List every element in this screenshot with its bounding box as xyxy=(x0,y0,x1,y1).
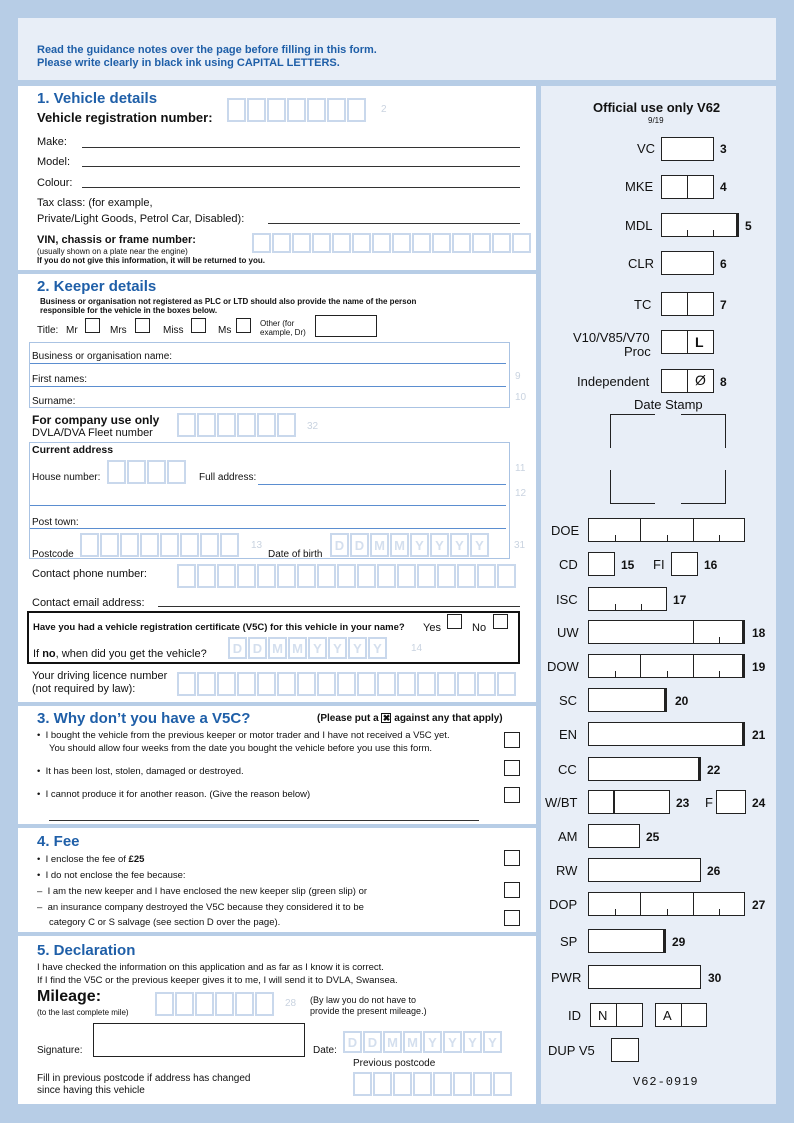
proc-box xyxy=(661,330,714,354)
ms-label: Ms xyxy=(218,325,232,336)
previous-postcode-input[interactable] xyxy=(353,1072,513,1096)
date-label: Date: xyxy=(313,1045,337,1056)
dop-number: 27 xyxy=(752,898,766,912)
mdl-label: MDL xyxy=(625,218,653,233)
vc-label: VC xyxy=(637,141,656,156)
cd-box xyxy=(588,552,615,576)
date-stamp-corner-tl xyxy=(610,414,655,448)
declaration-text-2: If I find the V5C or the previous keeper gives it to me, I will send it to DVLA, Swansea. xyxy=(37,975,398,986)
pwr-number: 30 xyxy=(708,971,722,985)
previous-postcode-label: Previous postcode xyxy=(353,1058,436,1069)
licence-input[interactable] xyxy=(177,672,517,696)
uw-number: 18 xyxy=(752,626,766,640)
no-label: No xyxy=(472,622,487,634)
full-address-input-2[interactable] xyxy=(30,505,506,506)
dup-box xyxy=(611,1038,639,1062)
v5c-yes-checkbox[interactable] xyxy=(447,614,462,629)
previous-postcode-note-1: Fill in previous postcode if address has changed xyxy=(37,1073,251,1084)
declaration-text-1: I have checked the information on this application and as far as I know it is correct. xyxy=(37,962,384,973)
licence-label-1: Your driving licence number xyxy=(32,670,168,682)
independent-number: 8 xyxy=(720,375,727,389)
date-stamp-corner-bl xyxy=(610,470,655,504)
dop-box xyxy=(588,892,745,916)
sc-number: 20 xyxy=(675,694,689,708)
insurance-text: – an insurance company destroyed the V5C because they considered it to be xyxy=(37,902,364,913)
first-names-label: First names: xyxy=(32,374,88,385)
model-input[interactable] xyxy=(82,166,520,167)
tc-label: TC xyxy=(634,297,652,312)
field-number-10: 10 xyxy=(515,392,527,403)
id-n-box xyxy=(590,1003,643,1027)
header-line-2: Please write clearly in black ink using CAPITAL LETTERS. xyxy=(37,57,340,69)
id-n-mark: N xyxy=(598,1008,608,1023)
field-number-9: 9 xyxy=(515,371,521,382)
post-town-label: Post town: xyxy=(32,517,79,528)
vc-number: 3 xyxy=(720,142,727,156)
section-4-title: 4. Fee xyxy=(37,833,80,850)
section-2-title: 2. Keeper details xyxy=(37,278,157,295)
cc-label: CC xyxy=(558,762,577,777)
dob-label: Date of birth xyxy=(268,549,323,560)
am-number: 25 xyxy=(646,830,660,844)
mke-box xyxy=(661,175,714,199)
model-label: Model: xyxy=(37,156,71,168)
section-5-title: 5. Declaration xyxy=(37,942,136,959)
fleet-number-label: DVLA/DVA Fleet number xyxy=(32,427,153,439)
licence-label-2: (not required by law): xyxy=(32,683,136,695)
post-town-input[interactable] xyxy=(30,528,506,529)
am-label: AM xyxy=(558,829,578,844)
vin-input[interactable] xyxy=(252,233,532,253)
new-keeper-text: – I am the new keeper and I have enclosed the new keeper slip (green slip) or xyxy=(37,886,368,897)
signature-label: Signature: xyxy=(37,1045,83,1056)
en-label: EN xyxy=(559,727,578,742)
rw-number: 26 xyxy=(707,864,721,878)
am-box xyxy=(588,824,640,848)
en-box xyxy=(588,722,745,746)
doe-label: DOE xyxy=(551,523,580,538)
reason-1-checkbox[interactable] xyxy=(504,732,520,748)
other-title-label-2: example, Dr) xyxy=(260,328,306,337)
wbt-label: W/BT xyxy=(545,795,578,810)
fleet-number-input[interactable] xyxy=(177,413,297,437)
sp-label: SP xyxy=(560,934,578,949)
fi-box xyxy=(671,552,698,576)
sc-box xyxy=(588,688,667,712)
field-number-32: 32 xyxy=(307,421,319,432)
mdl-number: 5 xyxy=(745,219,752,233)
full-address-label: Full address: xyxy=(199,472,257,483)
reason-2-checkbox[interactable] xyxy=(504,760,520,776)
other-title-label-1: Other (for xyxy=(260,319,295,328)
reason-3-text: • I cannot produce it for another reason. (Give the reason below) xyxy=(37,789,311,800)
date-acquired-input[interactable]: D D M M Y Y Y Y xyxy=(228,637,388,659)
miss-label: Miss xyxy=(163,325,184,336)
v5c-question: Have you had a vehicle registration certificate (V5C) for this vehicle in your name? xyxy=(33,622,405,633)
make-input[interactable] xyxy=(82,147,520,148)
vin-note: (usually shown on a plate near the engine) xyxy=(37,247,188,256)
field-number-13: 13 xyxy=(251,540,263,551)
mrs-label: Mrs xyxy=(110,325,127,336)
colour-label: Colour: xyxy=(37,177,73,189)
dow-label: DOW xyxy=(547,659,579,674)
official-use-title: Official use only V62 xyxy=(593,100,721,115)
phone-label: Contact phone number: xyxy=(32,568,147,580)
dow-number: 19 xyxy=(752,660,766,674)
dop-label: DOP xyxy=(549,897,578,912)
previous-postcode-note-2: since having this vehicle xyxy=(37,1085,145,1096)
clr-box xyxy=(661,251,714,275)
clr-label: CLR xyxy=(628,256,655,271)
mrs-checkbox[interactable] xyxy=(135,318,150,333)
pwr-box xyxy=(588,965,701,989)
miss-checkbox[interactable] xyxy=(191,318,206,333)
rw-box xyxy=(588,858,701,882)
dup-label: DUP V5 xyxy=(548,1043,595,1058)
date-stamp-corner-br xyxy=(681,470,726,504)
cc-box xyxy=(588,757,701,781)
v5c-no-checkbox[interactable] xyxy=(493,614,508,629)
title-label: Title: xyxy=(37,325,59,336)
declaration-date-input[interactable]: D D M M Y Y Y Y xyxy=(343,1031,503,1053)
tax-class-label-1: Tax class: (for example, xyxy=(37,197,153,209)
isc-label: ISC xyxy=(556,592,578,607)
reason-2-text: • It has been lost, stolen, damaged or destroyed. xyxy=(37,766,244,777)
tax-class-label-2: Private/Light Goods, Petrol Car, Disabled): xyxy=(37,213,245,225)
header-line-1: Read the guidance notes over the page before filling in this form. xyxy=(37,44,377,56)
cd-label: CD xyxy=(559,557,578,572)
tc-box xyxy=(661,292,714,316)
f-number: 24 xyxy=(752,796,766,810)
pwr-label: PWR xyxy=(551,970,582,985)
field-number-14: 14 xyxy=(411,643,423,654)
en-number: 21 xyxy=(752,728,766,742)
uw-box xyxy=(588,620,745,644)
vc-box xyxy=(661,137,714,161)
field-number-28: 28 xyxy=(285,998,297,1009)
field-number-2: 2 xyxy=(381,104,387,115)
reason-1-text: • I bought the vehicle from the previous keeper or motor trader and I have not received a V5C yet. xyxy=(37,730,450,741)
isc-number: 17 xyxy=(673,593,687,607)
mke-number: 4 xyxy=(720,180,727,194)
cc-number: 22 xyxy=(707,763,721,777)
keeper-note-1: Business or organisation not registered as PLC or LTD should also provide the name of the person xyxy=(40,297,417,306)
new-keeper-checkbox[interactable] xyxy=(504,882,520,898)
isc-box xyxy=(588,587,667,611)
clr-number: 6 xyxy=(720,257,727,271)
email-input[interactable] xyxy=(158,606,520,607)
mileage-label: Mileage: xyxy=(37,988,102,1005)
proc-label-2: Proc xyxy=(624,344,651,359)
fee-not-enclosed-text: • I do not enclose the fee because: xyxy=(37,870,186,881)
official-version: 9/19 xyxy=(648,116,664,125)
uw-label: UW xyxy=(557,625,579,640)
date-stamp-corner-tr xyxy=(681,414,726,448)
registration-label: Vehicle registration number: xyxy=(37,110,213,125)
tc-number: 7 xyxy=(720,298,727,312)
salvage-text: category C or S salvage (see section D over the page). xyxy=(49,917,281,928)
zero-mark: Ø xyxy=(695,372,706,388)
vin-warning: If you do not give this information, it will be returned to you. xyxy=(37,256,265,265)
reason-3-checkbox[interactable] xyxy=(504,787,520,803)
wbt-box xyxy=(588,790,670,814)
fi-label: FI xyxy=(653,557,665,572)
f-label: F xyxy=(705,795,713,810)
house-number-input[interactable] xyxy=(107,460,187,484)
section-3-title: 3. Why don’t you have a V5C? xyxy=(37,710,251,727)
sp-number: 29 xyxy=(672,935,686,949)
mileage-note: (to the last complete mile) xyxy=(37,1008,129,1017)
dob-input[interactable]: D D M M Y Y Y Y xyxy=(330,533,490,557)
rw-label: RW xyxy=(556,863,578,878)
business-name-label: Business or organisation name: xyxy=(32,351,173,362)
yes-label: Yes xyxy=(423,622,441,634)
field-number-31: 31 xyxy=(514,540,526,551)
registration-input[interactable] xyxy=(227,98,367,122)
postcode-label: Postcode xyxy=(32,549,74,560)
proc-l-mark: L xyxy=(695,334,704,350)
other-title-input[interactable] xyxy=(315,315,377,337)
keeper-note-2: responsible for the vehicle in the boxes below. xyxy=(40,306,218,315)
f-box xyxy=(716,790,746,814)
section-1-title: 1. Vehicle details xyxy=(37,90,158,107)
salvage-checkbox[interactable] xyxy=(504,910,520,926)
doe-box xyxy=(588,518,745,542)
postcode-input[interactable] xyxy=(80,533,240,557)
reason-1-note: You should allow four weeks from the date you bought the vehicle before you use this form. xyxy=(49,743,433,754)
id-a-mark: A xyxy=(663,1008,672,1023)
tax-class-input[interactable] xyxy=(268,223,520,224)
field-number-11: 11 xyxy=(515,463,526,474)
other-reason-input[interactable] xyxy=(49,820,479,821)
proc-label-1: V10/V85/V70 xyxy=(573,330,650,345)
fee-enclosed-checkbox[interactable] xyxy=(504,850,520,866)
fi-number: 16 xyxy=(704,558,718,572)
vin-label: VIN, chassis or frame number: xyxy=(37,234,196,246)
if-no-label: If no, when did you get the vehicle? xyxy=(33,648,207,660)
mke-label: MKE xyxy=(625,179,654,194)
dow-box xyxy=(588,654,745,678)
sp-box xyxy=(588,929,666,953)
business-name-input[interactable] xyxy=(30,363,506,364)
current-address-label: Current address xyxy=(32,444,114,456)
independent-label: Independent xyxy=(577,374,650,389)
mileage-law-2: provide the present mileage.) xyxy=(310,1006,427,1016)
email-label: Contact email address: xyxy=(32,597,145,609)
id-a-box xyxy=(655,1003,707,1027)
first-names-input[interactable] xyxy=(30,386,506,387)
sc-label: SC xyxy=(559,693,578,708)
surname-label: Surname: xyxy=(32,396,76,407)
signature-input[interactable] xyxy=(93,1023,305,1057)
mr-label: Mr xyxy=(66,325,78,336)
form-code: V62-0919 xyxy=(633,1075,699,1089)
put-a-x-label: (Please put a ✖ against any that apply) xyxy=(317,713,503,724)
date-stamp-label: Date Stamp xyxy=(634,397,703,412)
id-label: ID xyxy=(568,1008,581,1023)
mileage-input[interactable] xyxy=(155,992,275,1016)
house-number-label: House number: xyxy=(32,472,101,483)
full-address-input-1[interactable] xyxy=(258,484,506,485)
cd-number: 15 xyxy=(621,558,635,572)
mr-checkbox[interactable] xyxy=(85,318,100,333)
make-label: Make: xyxy=(37,136,67,148)
mileage-law-1: (By law you do not have to xyxy=(310,995,417,1005)
wbt-number: 23 xyxy=(676,796,690,810)
ms-checkbox[interactable] xyxy=(236,318,251,333)
phone-input[interactable] xyxy=(177,564,517,588)
colour-input[interactable] xyxy=(82,187,520,188)
independent-box xyxy=(661,369,714,393)
company-use-label: For company use only xyxy=(32,413,160,427)
fee-enclosed-text: • I enclose the fee of £25 xyxy=(37,854,145,865)
field-number-12: 12 xyxy=(515,488,527,499)
mdl-box xyxy=(661,213,739,237)
